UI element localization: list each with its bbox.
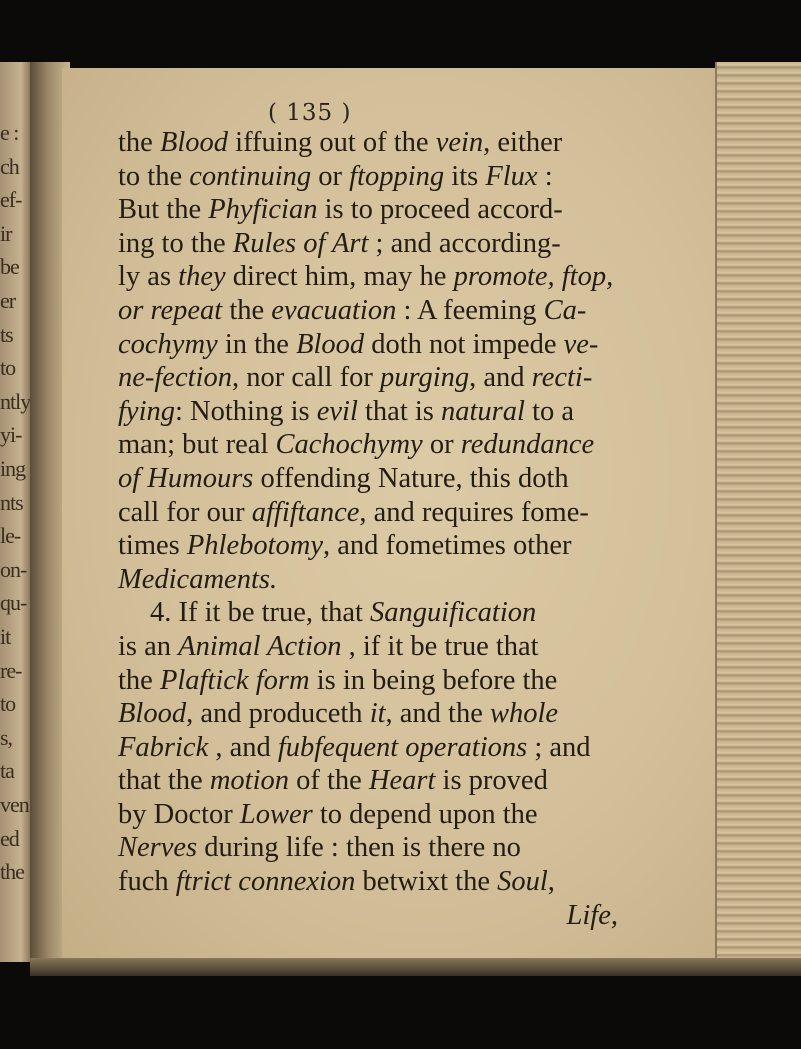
italic-text-run: Heart <box>368 765 436 797</box>
italic-text-run: Plaftick form <box>159 664 310 696</box>
text-line <box>118 798 708 832</box>
text-run: to the <box>118 160 190 192</box>
italic-text-run: Blood <box>159 127 229 158</box>
text-run: : A feeming <box>396 294 544 326</box>
text-line <box>118 496 708 530</box>
text-line <box>118 831 708 865</box>
facing-page-fragment: e : <box>0 120 19 145</box>
italic-text-run: Medicaments. <box>118 563 278 595</box>
text-line <box>118 462 708 496</box>
text-run: is to proceed accord- <box>317 194 563 226</box>
text-run: , and <box>208 731 278 763</box>
text-line <box>118 193 708 227</box>
text-run: : Nothing is <box>175 395 317 427</box>
italic-text-run: ftopping <box>349 160 445 192</box>
text-run: to a <box>524 395 575 427</box>
text-run: , and the <box>385 698 490 730</box>
facing-page-fragment: le- <box>0 523 21 549</box>
italic-text-run: vein <box>435 127 484 158</box>
text-run: betwixt the <box>355 866 498 898</box>
page-stack-edge <box>715 62 801 962</box>
italic-text-run: Phyfician <box>208 194 318 226</box>
italic-text-run: continuing <box>189 160 312 192</box>
text-run: or <box>311 160 350 192</box>
facing-page-fragment: ef- <box>0 187 22 213</box>
text-line <box>118 563 708 597</box>
text-run: that is <box>357 395 441 427</box>
text-run: , and fometimes other <box>323 530 572 562</box>
italic-text-run: fubfequent operations <box>277 731 528 763</box>
text-line <box>118 160 708 194</box>
text-run: , and produceth <box>186 698 370 730</box>
text-line <box>118 361 708 395</box>
italic-text-run: Fabrick <box>118 731 209 763</box>
italic-text-run: Animal Action <box>178 630 342 662</box>
text-run: the <box>118 127 160 158</box>
italic-text-run: affiftance <box>251 496 360 528</box>
italic-text-run: natural <box>441 395 525 427</box>
italic-text-run: redundance <box>460 429 595 461</box>
facing-page-edge <box>0 62 30 962</box>
text-run: is in being before the <box>309 664 558 696</box>
text-run: direct him, may he <box>225 261 454 293</box>
text-run: : <box>537 160 553 192</box>
text-run: during life : then is there no <box>197 832 521 864</box>
facing-page-fragment: ch <box>0 153 19 179</box>
italic-text-run: whole <box>490 698 559 730</box>
text-run: iffuing out of the <box>228 127 436 158</box>
text-run: , <box>547 866 555 898</box>
facing-page-fragment: on- <box>0 556 27 582</box>
text-line <box>118 428 708 462</box>
text-line <box>118 227 708 261</box>
book-bottom-edge <box>30 958 801 976</box>
text-run: , nor call for <box>231 362 380 394</box>
facing-page-fragment: to <box>0 355 16 381</box>
text-run: or <box>422 429 461 461</box>
text-line <box>118 630 708 664</box>
facing-page-fragment: to <box>0 691 16 717</box>
italic-text-run: cochymy <box>118 328 218 360</box>
page-number: ( 135 ) <box>268 100 352 126</box>
text-line <box>118 395 708 429</box>
facing-page-fragment: the <box>0 859 24 885</box>
text-line <box>118 664 708 698</box>
text-run: ly as <box>118 261 179 293</box>
facing-page-fragment: nts <box>0 489 23 515</box>
facing-page-fragment: ed <box>0 825 19 851</box>
facing-page-fragment: ir <box>0 220 12 246</box>
italic-text-run: ne-fection <box>118 362 232 394</box>
text-run: is an <box>118 630 179 662</box>
italic-text-run: promote, ftop, <box>453 261 614 293</box>
text-run: offending Nature, this doth <box>253 462 569 494</box>
facing-page-fragment: s, <box>0 724 13 750</box>
italic-text-run: ftrict connexion <box>175 866 356 898</box>
text-run: , and requires fome- <box>359 496 589 528</box>
text-run: , either <box>483 127 563 158</box>
italic-text-run: Ca- <box>543 294 587 326</box>
text-run: ; and according- <box>368 227 561 259</box>
facing-page-fragment: it <box>0 624 11 649</box>
text-run: the <box>222 294 272 326</box>
facing-page-fragment: ing <box>0 456 26 481</box>
text-run: in the <box>217 328 297 360</box>
text-run: man; but real <box>118 429 276 461</box>
text-run: doth not impede <box>364 328 564 360</box>
text-run: ; and <box>527 731 591 763</box>
facing-page-fragment: ntly <box>0 388 30 414</box>
text-run: is proved <box>435 765 548 797</box>
text-line <box>118 328 708 362</box>
text-run: fuch <box>118 866 176 898</box>
text-line <box>118 294 708 328</box>
text-run: ing to the <box>118 227 233 259</box>
italic-text-run: Lower <box>239 798 313 830</box>
italic-text-run: Sanguification <box>370 597 537 629</box>
text-line <box>118 596 708 630</box>
facing-page-fragment: qu- <box>0 590 27 616</box>
italic-text-run: Phlebotomy <box>186 530 324 562</box>
italic-text-run: evacuation <box>271 294 397 326</box>
text-run: times <box>118 530 187 562</box>
text-run: , if it be true that <box>341 630 539 662</box>
facing-page-fragment: ts <box>0 321 13 347</box>
italic-text-run: they <box>178 261 226 293</box>
italic-text-run: Nerves <box>118 832 198 864</box>
text-line <box>118 529 708 563</box>
facing-page-fragment: ta <box>0 758 14 784</box>
text-run: the <box>118 664 160 696</box>
text-run: 4. If it be true, that <box>150 597 371 629</box>
italic-text-run: fying <box>118 395 175 427</box>
text-line <box>118 126 708 160</box>
text-run: by Doctor <box>118 798 240 830</box>
italic-text-run: or repeat <box>118 294 223 326</box>
italic-text-run: purging <box>379 362 470 394</box>
text-run: call for our <box>118 496 252 528</box>
text-run: of the <box>288 765 369 797</box>
text-run: to depend upon the <box>312 798 538 830</box>
facing-page-fragment: er <box>0 288 16 313</box>
italic-text-run: Blood <box>118 698 187 730</box>
italic-text-run: evil <box>316 395 358 427</box>
body-text <box>118 126 708 932</box>
text-line <box>118 731 708 765</box>
italic-text-run: ve- <box>563 328 599 360</box>
facing-page-fragment: yi- <box>0 422 22 448</box>
italic-text-run: motion <box>209 765 289 797</box>
italic-text-run: Flux <box>485 160 538 192</box>
facing-page-fragment: ven <box>0 792 29 817</box>
text-line <box>118 764 708 798</box>
text-line <box>118 260 708 294</box>
italic-text-run: recti- <box>531 362 593 394</box>
italic-text-run: of Humours <box>118 462 254 494</box>
text-run: But the <box>118 194 209 226</box>
italic-text-run: Cachochymy <box>275 429 423 461</box>
italic-text-run: it <box>369 698 386 730</box>
facing-page-fragment: be <box>0 254 19 280</box>
text-line <box>118 865 708 899</box>
text-run: its <box>444 160 486 192</box>
italic-text-run: Soul <box>497 866 548 898</box>
text-run: , and <box>469 362 532 394</box>
facing-page-fragment: re- <box>0 657 22 683</box>
text-run: that the <box>118 765 210 797</box>
italic-text-run: Rules of Art <box>232 227 369 259</box>
catchword: Life, <box>566 899 618 931</box>
italic-text-run: Blood <box>296 328 365 360</box>
text-line <box>118 697 708 731</box>
